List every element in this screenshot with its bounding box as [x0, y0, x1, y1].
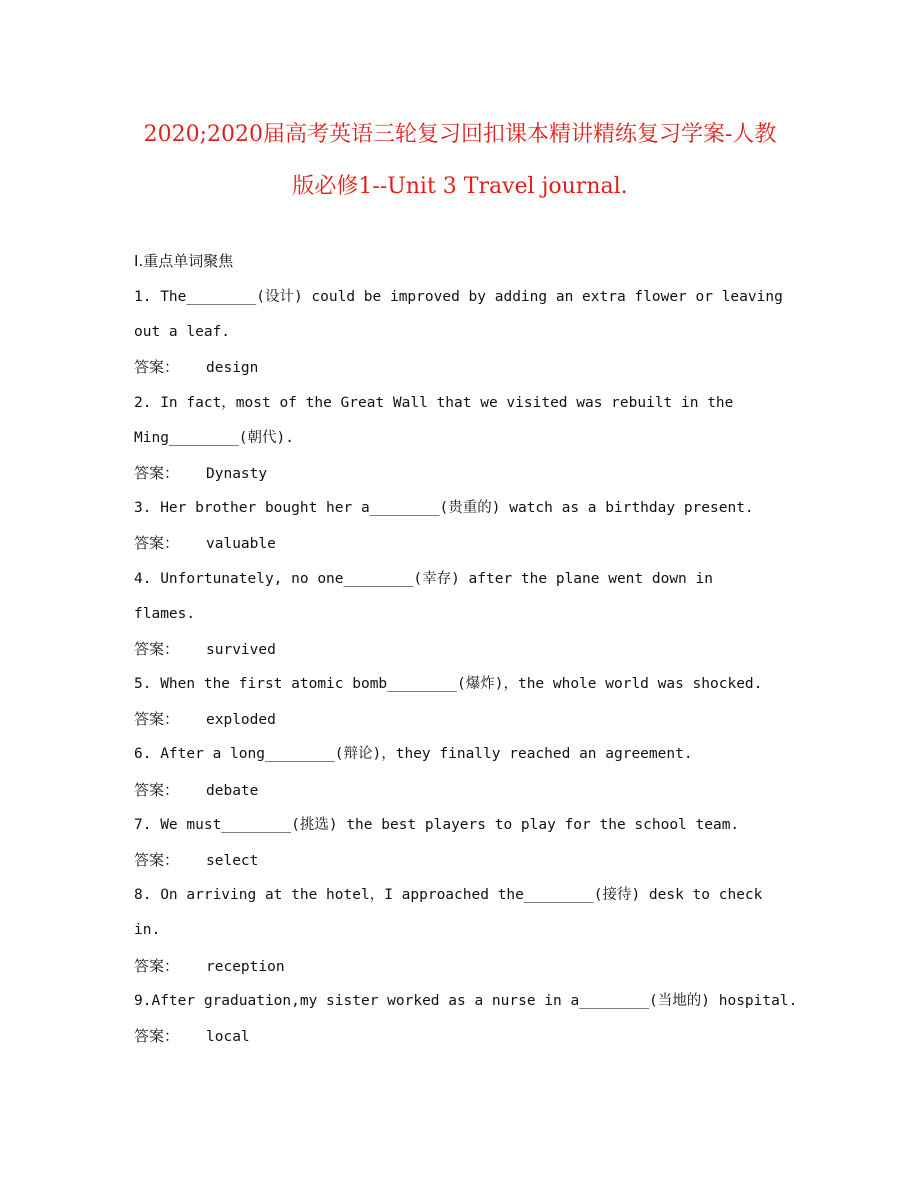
answer-label: 答案：: [134, 956, 180, 975]
exercise-question-line: 9.After graduation,my sister worked as a nurse in a________(当地的) hospital.: [134, 992, 798, 1009]
answer-label: 答案：: [134, 463, 180, 482]
exercise-answer: [134, 707, 834, 742]
exercise-question-line: out a leaf.: [134, 324, 231, 341]
document-title-line-2: 版必修1--Unit 3 Travel journal.: [292, 174, 628, 199]
exercise-question-line: 3. Her brother bought her a________(贵重的) watch as a birthday present.: [134, 500, 754, 517]
answer-label: 答案：: [134, 639, 180, 658]
exercise-answer: [134, 461, 834, 496]
exercise-answer: [134, 778, 834, 813]
answer-value: exploded: [206, 712, 276, 729]
exercise-question-line: 1. The________(设计) could be improved by adding an extra flower or leaving: [134, 289, 783, 305]
answer-value: survived: [206, 641, 276, 658]
answer-value: design: [206, 360, 259, 377]
exercise-question-line: Ming________(朝代).: [134, 429, 294, 446]
exercise-answer: [134, 531, 834, 566]
answer-value: valuable: [206, 536, 276, 553]
answer-value: debate: [206, 782, 259, 799]
exercise-answer: [134, 954, 834, 989]
exercise-question-line: 5. When the first atomic bomb________(爆炸)，the whole world was shocked.: [134, 676, 763, 693]
answer-label: 答案：: [134, 358, 180, 377]
exercise-question-line: in.: [134, 922, 161, 939]
section-heading: Ⅰ.重点单词聚焦: [134, 252, 234, 270]
exercise-answer: [134, 637, 834, 672]
answer-value: reception: [206, 958, 285, 975]
answer-label: 答案：: [134, 780, 180, 799]
exercise-question-line: 8. On arriving at the hotel，I approached the________(接待) desk to check: [134, 887, 763, 904]
exercise-answer: [134, 1024, 834, 1059]
answer-label: 答案：: [134, 1026, 180, 1045]
answer-label: 答案：: [134, 534, 180, 553]
exercise-question-line: 2. In fact，most of the Great Wall that we visited was rebuilt in the: [134, 394, 734, 411]
answer-value: local: [206, 1028, 250, 1045]
exercise-question-line: 6. After a long________(辩论)，they finally reached an agreement.: [134, 746, 693, 763]
exercise-answer: [134, 848, 834, 883]
exercise-question-line: flames.: [134, 605, 196, 622]
exercise-question-line: 4. Unfortunately, no one________(幸存) after the plane went down in: [134, 570, 713, 587]
document-title-line-1: 2020;2020届高考英语三轮复习回扣课本精讲精练复习学案-人教: [143, 122, 777, 147]
answer-label: 答案：: [134, 851, 180, 869]
answer-value: Dynasty: [206, 465, 268, 482]
answer-value: select: [206, 853, 259, 869]
exercise-question-line: 7. We must________(挑选) the best players to play for the school team.: [134, 816, 740, 833]
exercise-answer: [134, 355, 834, 390]
exercise-list: [134, 285, 834, 1059]
answer-label: 答案：: [134, 710, 180, 729]
